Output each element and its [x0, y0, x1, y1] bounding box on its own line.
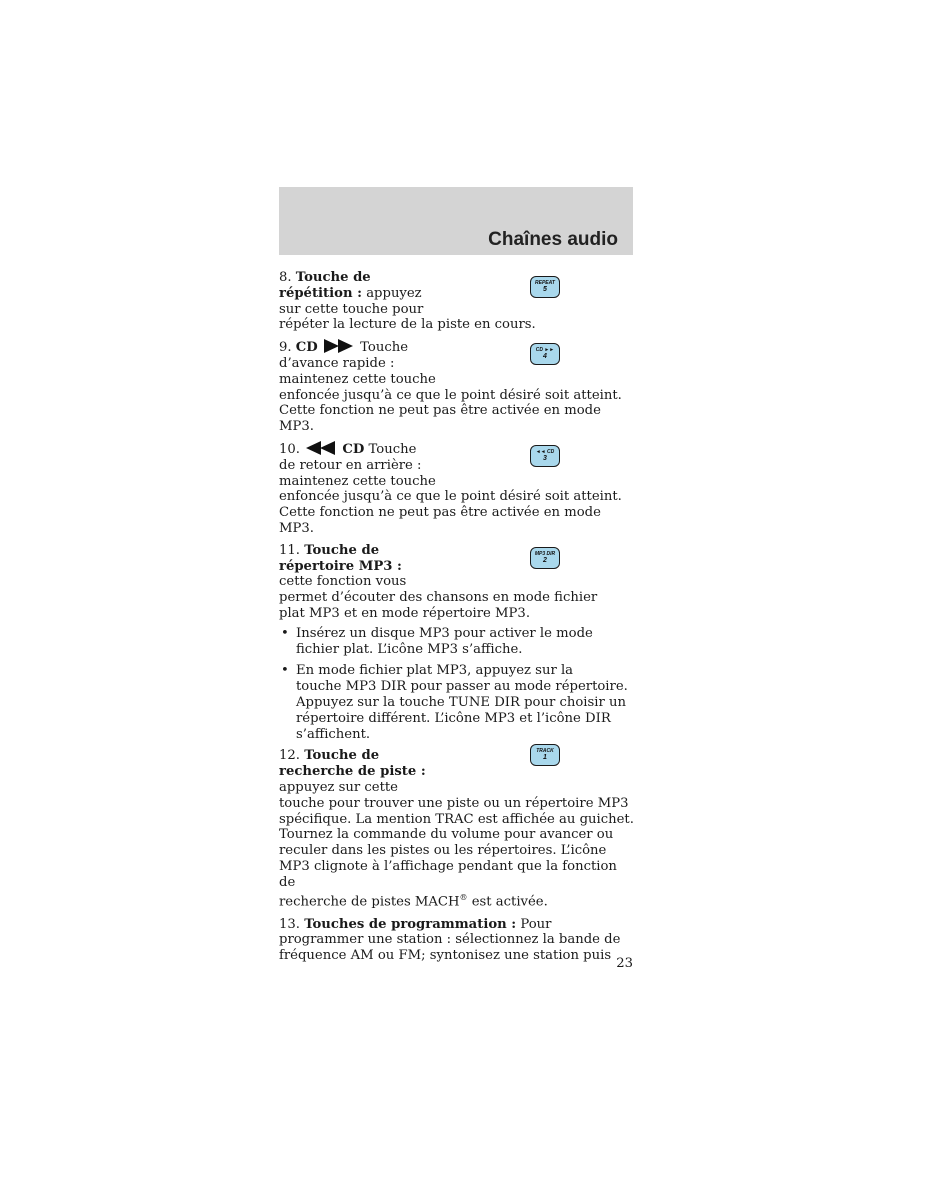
manual-content	[279, 270, 635, 970]
section-title: Chaînes audio	[488, 229, 618, 250]
cd-rewind-button-icon: ◄◄ CD 3	[530, 445, 560, 467]
rewind-icon	[304, 441, 338, 455]
mp3-dir-button-icon: MP3 DIR 2	[530, 547, 560, 569]
item-9-fast-forward: CD ►► 4 9. CD Touche d’avance rapide : maintenez cette touche enfoncée jusqu’à ce que le point désiré soit atteint. Cette fonction ne peut pas être activée en mode MP3.	[279, 340, 622, 435]
repeat-button-icon: REPEAT 5	[530, 276, 560, 298]
section-header-band	[279, 187, 633, 255]
track-button-icon: TRACK 1	[530, 744, 560, 766]
item-13-presets: 13. Touches de programmation : Pour programmer une station : sélectionnez la bande de fréquence AM ou FM; syntonisez une station puis	[279, 916, 621, 964]
item-10-rewind: ◄◄ CD 3 10. CD Touche de retour en arrière : maintenez cette touche enfoncée jusqu’à ce que le point désiré soit atteint. Cette fonction ne peut pas être activée en mode MP3.	[279, 441, 622, 536]
fast-forward-icon	[322, 339, 356, 353]
item-12-track-search: TRACK 1 12. Touche de recherche de piste : appuyez sur cette touche pour trouver une piste ou un répertoire MP3 spécifique. La mention TRAC est affichée au guichet. Tournez la commande du volume pour avancer ou reculer dans les pistes ou les répertoires. L’icône MP3 clignote à l’affichage pendant que la fonction de recherche de pistes MACH® est activée.	[279, 748, 635, 910]
item-8-repeat: REPEAT 5 8. Touche de répétition : appuyez sur cette touche pour répéter la lecture de la piste en cours.	[279, 270, 635, 333]
cd-forward-button-icon: CD ►► 4	[530, 343, 560, 365]
list-item: • En mode fichier plat MP3, appuyez sur la touche MP3 DIR pour passer au mode répertoire. Appuyez sur la touche TUNE DIR pour choisir un répertoire différent. L’icône MP3 et l’icône DIR s’affichent.	[281, 663, 628, 742]
list-item: • Insérez un disque MP3 pour activer le mode fichier plat. L’icône MP3 s’affiche.	[281, 625, 593, 657]
bullet-list	[279, 626, 635, 743]
item-11-mp3-directory: MP3 DIR 2 11. Touche de répertoire MP3 : cette fonction vous permet d’écouter des chansons en mode fichier plat MP3 et en mode répertoire MP3. • Insérez un disque MP3 pour activer le mode fichier plat. L’icône MP3 s’affiche. • En mode fichier plat MP3, appuyez sur la touche MP3 DIR pour passer au mode répertoire. Appuyez sur la touche TUNE DIR pour choisir un répertoire différent. L’icône MP3 et l’icône DIR s’affichent.	[279, 543, 635, 743]
page-number: 23	[616, 956, 633, 971]
